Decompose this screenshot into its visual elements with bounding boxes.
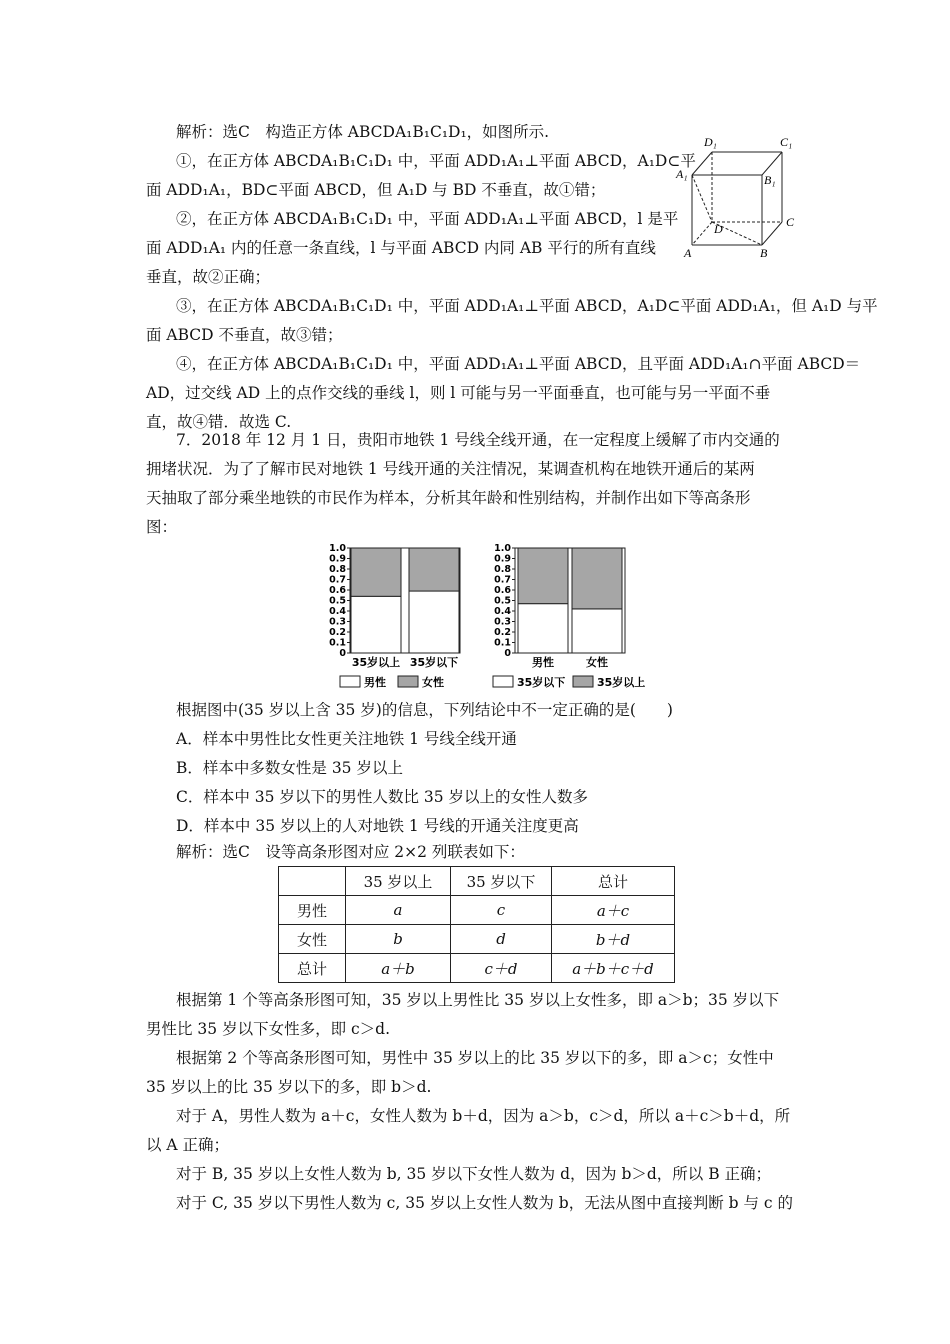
table-cell: a＋c xyxy=(552,896,675,925)
legend-swatch xyxy=(493,676,513,687)
label-B1: B₁ xyxy=(764,173,776,187)
legend-swatch xyxy=(340,676,360,687)
table-cell: b xyxy=(346,925,451,954)
chart-age-groups xyxy=(320,540,480,695)
cube-diagonal-a1d xyxy=(692,175,712,222)
q7-line1: 7．2018 年 12 月 1 日，贵阳市地铁 1 号线全线开通，在一定程度上缓解了市内交通的 xyxy=(176,431,780,449)
solution6-item4-line3: 直，故④错．故选 C. xyxy=(146,413,292,431)
solution6-item2-line2: 面 ADD₁A₁ 内的任意一条直线，l 与平面 ABCD 内同 AB 平行的所有直线 xyxy=(146,239,656,257)
q7-option-b: B．样本中多数女性是 35 岁以上 xyxy=(176,759,403,777)
q7-option-d: D．样本中 35 岁以上的人对地铁 1 号线的开通关注度更高 xyxy=(176,817,579,835)
y-tick-label: 0.1 xyxy=(329,637,346,649)
table-cell: c xyxy=(451,896,552,925)
legend-label: 35岁以下 xyxy=(517,676,566,689)
y-tick-label: 0.1 xyxy=(494,637,511,649)
y-tick-label: 0.5 xyxy=(329,595,346,607)
table-cell: 总计 xyxy=(552,867,675,896)
y-tick-label: 0.9 xyxy=(494,553,511,565)
label-D1: D₁ xyxy=(704,135,717,149)
solution7-p3-line2: 以 A 正确； xyxy=(146,1136,230,1154)
table-cell: 35 岁以下 xyxy=(451,867,552,896)
legend-swatch xyxy=(573,676,593,687)
y-tick-label: 0.2 xyxy=(329,627,346,638)
table-cell: c＋d xyxy=(451,954,552,983)
table-row xyxy=(279,896,675,925)
solution7-intro: 解析：选C 设等高条形图对应 2×2 列联表如下： xyxy=(176,843,525,861)
q7-line4: 图： xyxy=(146,518,178,536)
x-tick-label: 女性 xyxy=(586,656,608,669)
contingency-table xyxy=(278,866,675,983)
solution6-item3-line2: 面 ABCD 不垂直，故③错； xyxy=(146,326,343,344)
legend-label: 35岁以上 xyxy=(597,676,646,689)
cube-edge xyxy=(762,222,782,245)
y-tick-label: 0.4 xyxy=(494,606,511,617)
cube-figure xyxy=(672,130,807,260)
table-cell: d xyxy=(451,925,552,954)
y-tick-label: 0.7 xyxy=(494,574,511,586)
y-tick-label: 0.8 xyxy=(329,564,346,575)
y-tick-label: 0.9 xyxy=(329,553,346,565)
solution7-p1-line2: 男性比 35 岁以下女性多，即 c＞d. xyxy=(146,1020,391,1038)
solution7-p3-line1: 对于 A，男性人数为 a＋c，女性人数为 b＋d，因为 a＞b，c＞d，所以 a＋c＞b＋d，所 xyxy=(176,1107,791,1125)
table-cell: 男性 xyxy=(279,896,346,925)
label-A: A xyxy=(684,246,692,260)
solution6-item4-line2: AD，过交线 AD 上的点作交线的垂线 l，则 l 可能与另一平面垂直，也可能与另一平面不垂 xyxy=(146,384,771,402)
y-tick-label: 0.3 xyxy=(494,616,511,628)
solution6-item3-line1: ③，在正方体 ABCDA₁B₁C₁D₁ 中，平面 ADD₁A₁⊥平面 ABCD，A₁D⊂平面 ADD₁A₁，但 A₁D 与平 xyxy=(176,297,878,315)
bar-segment xyxy=(351,548,401,596)
x-tick-label: 35岁以下 xyxy=(409,656,459,669)
bar-segment xyxy=(351,596,401,653)
y-tick-label: 0.6 xyxy=(329,585,346,596)
solution7-p2-line2: 35 岁以上的比 35 岁以下的多，即 b＞d. xyxy=(146,1078,432,1096)
table-cell: 总计 xyxy=(279,954,346,983)
y-tick-label: 0 xyxy=(504,648,511,659)
solution7-p5: 对于 C, 35 岁以下男性人数为 c, 35 岁以上女性人数为 b，无法从图中直接判断 b 与 c 的 xyxy=(176,1194,794,1212)
x-tick-label: 男性 xyxy=(532,656,554,669)
table-header-row xyxy=(279,867,675,896)
chart-gender xyxy=(485,540,660,695)
solution6-item2-line1: ②，在正方体 ABCDA₁B₁C₁D₁ 中，平面 ADD₁A₁⊥平面 ABCD，l 是平 xyxy=(176,210,679,228)
table-cell xyxy=(279,867,346,896)
q7-stem: 根据图中(35 岁以上含 35 岁)的信息，下列结论中不一定正确的是( ) xyxy=(176,701,673,719)
table-cell: b＋d xyxy=(552,925,675,954)
solution7-p4: 对于 B, 35 岁以上女性人数为 b, 35 岁以下女性人数为 d，因为 b＞d，所以 B 正确； xyxy=(176,1165,772,1183)
y-tick-label: 0.3 xyxy=(329,616,346,628)
bar-segment xyxy=(409,548,459,591)
cube-hidden-edge xyxy=(692,222,712,245)
legend-label: 男性 xyxy=(364,676,386,689)
label-D: D xyxy=(714,222,723,236)
y-tick-label: 1.0 xyxy=(494,543,511,554)
label-B: B xyxy=(760,246,768,260)
y-tick-label: 0.2 xyxy=(494,627,511,638)
q7-option-a: A．样本中男性比女性更关注地铁 1 号线全线开通 xyxy=(176,730,517,748)
solution7-p2-line1: 根据第 2 个等高条形图可知，男性中 35 岁以上的比 35 岁以下的多，即 a＞c；女性中 xyxy=(176,1049,774,1067)
label-C: C xyxy=(786,215,795,229)
solution7-p1-line1: 根据第 1 个等高条形图可知，35 岁以上男性比 35 岁以上女性多，即 a＞b；35 岁以下 xyxy=(176,991,780,1009)
q7-line2: 拥堵状况．为了了解市民对地铁 1 号线开通的关注情况，某调查机构在地铁开通后的某两 xyxy=(146,460,755,478)
y-tick-label: 0 xyxy=(339,648,346,659)
table-cell: a xyxy=(346,896,451,925)
solution6-item2-line3: 垂直，故②正确； xyxy=(146,268,271,286)
solution6-item1-line1: ①，在正方体 ABCDA₁B₁C₁D₁ 中，平面 ADD₁A₁⊥平面 ABCD，A₁D⊂平 xyxy=(176,152,696,170)
y-tick-label: 0.4 xyxy=(329,606,346,617)
cube-edge xyxy=(762,152,782,175)
table-row xyxy=(279,954,675,983)
x-tick-label: 35岁以上 xyxy=(351,656,401,669)
y-tick-label: 0.8 xyxy=(494,564,511,575)
y-tick-label: 0.5 xyxy=(494,595,511,607)
q7-line3: 天抽取了部分乘坐地铁的市民作为样本，分析其年龄和性别结构，并制作出如下等高条形 xyxy=(146,489,751,507)
bar-segment xyxy=(572,609,622,653)
q7-option-c: C．样本中 35 岁以下的男性人数比 35 岁以上的女性人数多 xyxy=(176,788,589,806)
table-cell: a＋b＋c＋d xyxy=(552,954,675,983)
bar-segment xyxy=(409,591,459,653)
table-cell: 女性 xyxy=(279,925,346,954)
bar-segment xyxy=(518,604,568,653)
table-row xyxy=(279,925,675,954)
label-C1: C₁ xyxy=(780,135,793,149)
bar-segment xyxy=(518,548,568,604)
table-cell: 35 岁以上 xyxy=(346,867,451,896)
solution6-line1: 解析：选C 构造正方体 ABCDA₁B₁C₁D₁，如图所示. xyxy=(176,123,550,141)
solution6-item1-line2: 面 ADD₁A₁，BD⊂平面 ABCD，但 A₁D 与 BD 不垂直，故①错； xyxy=(146,181,606,199)
cube-edge xyxy=(692,152,712,175)
y-tick-label: 1.0 xyxy=(329,543,346,554)
solution6-item4-line1: ④，在正方体 ABCDA₁B₁C₁D₁ 中，平面 ADD₁A₁⊥平面 ABCD，且平面 ADD₁A₁∩平面 ABCD＝ xyxy=(176,355,861,373)
table-cell: a＋b xyxy=(346,954,451,983)
legend-label: 女性 xyxy=(422,676,444,689)
label-A1: A₁ xyxy=(676,167,688,181)
y-tick-label: 0.7 xyxy=(329,574,346,586)
bar-segment xyxy=(572,548,622,609)
legend-swatch xyxy=(398,676,418,687)
y-tick-label: 0.6 xyxy=(494,585,511,596)
